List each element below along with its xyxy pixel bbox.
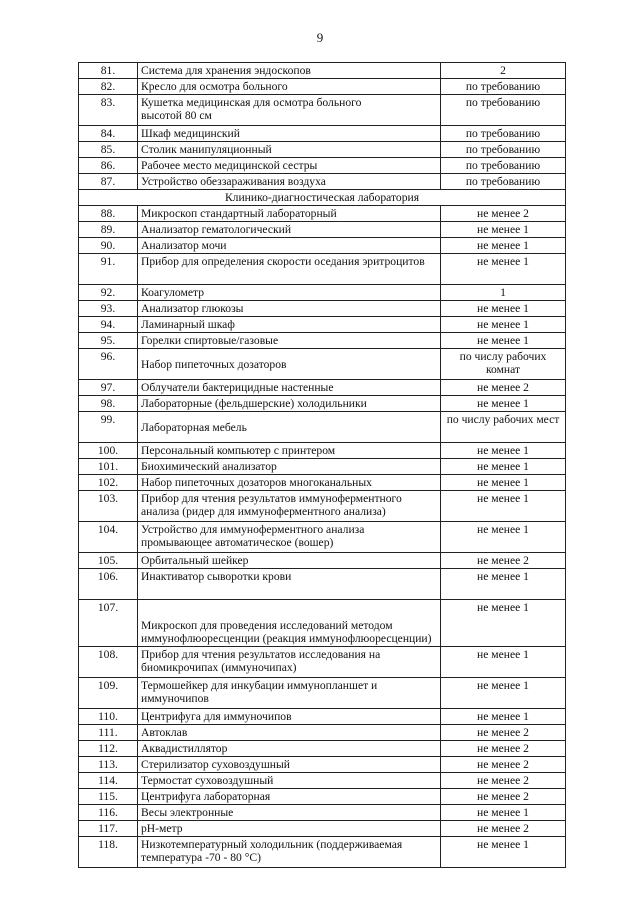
row-quantity: не менее 1: [441, 522, 566, 553]
table-row: [79, 238, 566, 254]
row-number: 113.: [79, 757, 138, 773]
row-name: Автоклав: [138, 725, 441, 741]
table-row: [79, 459, 566, 475]
row-quantity: 1: [441, 285, 566, 301]
row-name: Персональный компьютер с принтером: [138, 443, 441, 459]
row-number: 108.: [79, 647, 138, 678]
table-row: [79, 142, 566, 158]
row-name: Орбитальный шейкер: [138, 553, 441, 569]
table-row: [79, 222, 566, 238]
row-quantity: по требованию: [441, 174, 566, 190]
row-number: 92.: [79, 285, 138, 301]
row-quantity: не менее 2: [441, 773, 566, 789]
table-row: [79, 206, 566, 222]
table-row: [79, 741, 566, 757]
row-quantity: не менее 1: [441, 805, 566, 821]
row-name: Стерилизатор суховоздушный: [138, 757, 441, 773]
row-number: 107.: [79, 600, 138, 647]
row-number: 88.: [79, 206, 138, 222]
row-quantity: не менее 1: [441, 709, 566, 725]
row-quantity: не менее 1: [441, 837, 566, 868]
row-number: 112.: [79, 741, 138, 757]
row-number: 101.: [79, 459, 138, 475]
row-name: Термошейкер для инкубации иммунопланшет и иммуночипов: [138, 678, 441, 709]
table-row: [79, 600, 566, 647]
row-quantity: не менее 1: [441, 475, 566, 491]
table-row: [79, 412, 566, 443]
row-name: Устройство для иммуноферментного анализа промывающее автоматическое (вошер): [138, 522, 441, 553]
table-row: [79, 349, 566, 380]
page-number: 9: [316, 30, 324, 45]
row-number: 94.: [79, 317, 138, 333]
table-row: [79, 647, 566, 678]
row-quantity: не менее 1: [441, 222, 566, 238]
row-number: 91.: [79, 254, 138, 285]
row-quantity: не менее 1: [441, 301, 566, 317]
row-quantity: не менее 1: [441, 254, 566, 285]
row-name: pH-метр: [138, 821, 441, 837]
row-name: Прибор для определения скорости оседания эритроцитов: [138, 254, 441, 285]
row-name: Устройство обеззараживания воздуха: [138, 174, 441, 190]
table-row: [79, 821, 566, 837]
row-number: 110.: [79, 709, 138, 725]
row-number: 96.: [79, 349, 138, 380]
row-number: 81.: [79, 63, 138, 79]
row-name: Лабораторная мебель: [138, 412, 441, 443]
table-row: [79, 475, 566, 491]
row-quantity: по требованию: [441, 126, 566, 142]
row-quantity: не менее 2: [441, 821, 566, 837]
table-row: [79, 174, 566, 190]
row-number: 93.: [79, 301, 138, 317]
table-row: [79, 443, 566, 459]
row-name: Рабочее место медицинской сестры: [138, 158, 441, 174]
row-name: Столик манипуляционный: [138, 142, 441, 158]
row-name: Ламинарный шкаф: [138, 317, 441, 333]
row-quantity: не менее 2: [441, 789, 566, 805]
row-name-line: высотой 80 см: [141, 109, 212, 122]
row-name: Прибор для чтения результатов иммуноферментного анализа (ридер для иммуноферментного анализа): [138, 491, 441, 522]
row-quantity: по требованию: [441, 158, 566, 174]
row-name: Центрифуга для иммуночипов: [138, 709, 441, 725]
row-number: 89.: [79, 222, 138, 238]
row-name: Анализатор гематологический: [138, 222, 441, 238]
row-number: 98.: [79, 396, 138, 412]
row-name: Анализатор мочи: [138, 238, 441, 254]
row-quantity: не менее 2: [441, 741, 566, 757]
table-row: [79, 301, 566, 317]
row-number: 90.: [79, 238, 138, 254]
row-number: 87.: [79, 174, 138, 190]
row-name: Термостат суховоздушный: [138, 773, 441, 789]
table-row: [79, 396, 566, 412]
table-row: [79, 553, 566, 569]
row-quantity: не менее 1: [441, 678, 566, 709]
row-quantity: не менее 1: [441, 396, 566, 412]
row-number: 84.: [79, 126, 138, 142]
equipment-table: [78, 62, 566, 868]
row-number: 103.: [79, 491, 138, 522]
row-quantity: не менее 2: [441, 553, 566, 569]
row-number: 118.: [79, 837, 138, 868]
row-quantity: по требованию: [441, 95, 566, 126]
row-name: Центрифуга лабораторная: [138, 789, 441, 805]
row-name: Анализатор глюкозы: [138, 301, 441, 317]
row-name: Коагулометр: [138, 285, 441, 301]
table-row: [79, 678, 566, 709]
row-name: Шкаф медицинский: [138, 126, 441, 142]
row-number: 117.: [79, 821, 138, 837]
section-title: Клинико-диагностическая лаборатория: [79, 190, 566, 206]
row-number: 105.: [79, 553, 138, 569]
row-number: 85.: [79, 142, 138, 158]
row-name: Инактиватор сыворотки крови: [138, 569, 441, 600]
row-quantity: по требованию: [441, 79, 566, 95]
table-row: [79, 757, 566, 773]
row-quantity: не менее 1: [441, 238, 566, 254]
table-row: [79, 63, 566, 79]
row-quantity: по числу рабочих мест: [441, 412, 566, 443]
row-number: 100.: [79, 443, 138, 459]
table-row: [79, 709, 566, 725]
row-name: Аквадистиллятор: [138, 741, 441, 757]
row-number: 86.: [79, 158, 138, 174]
row-quantity: не менее 1: [441, 459, 566, 475]
row-quantity: не менее 2: [441, 380, 566, 396]
row-quantity: не менее 2: [441, 725, 566, 741]
row-name: Кресло для осмотра больного: [138, 79, 441, 95]
row-quantity: не менее 2: [441, 206, 566, 222]
table-row: [79, 569, 566, 600]
row-quantity: не менее 1: [441, 647, 566, 678]
row-quantity: по требованию: [441, 142, 566, 158]
table-row: [79, 491, 566, 522]
row-quantity: не менее 1: [441, 317, 566, 333]
row-number: 106.: [79, 569, 138, 600]
row-number: 97.: [79, 380, 138, 396]
row-number: 115.: [79, 789, 138, 805]
row-number: 114.: [79, 773, 138, 789]
row-name: Горелки спиртовые/газовые: [138, 333, 441, 349]
table-row: [79, 773, 566, 789]
table-row: [79, 254, 566, 285]
row-quantity: не менее 1: [441, 569, 566, 600]
row-number: 82.: [79, 79, 138, 95]
row-number: 109.: [79, 678, 138, 709]
row-quantity: 2: [441, 63, 566, 79]
row-name-line: Кушетка медицинская для осмотра больного: [141, 96, 362, 109]
row-quantity: не менее 1: [441, 333, 566, 349]
row-name: Биохимический анализатор: [138, 459, 441, 475]
row-name: Набор пипеточных дозаторов многоканальных: [138, 475, 441, 491]
row-name: Низкотемпературный холодильник (поддерживаемая температура -70 - 80 °С): [138, 837, 441, 868]
row-quantity: не менее 1: [441, 443, 566, 459]
row-name: Весы электронные: [138, 805, 441, 821]
row-name: Облучатели бактерицидные настенные: [138, 380, 441, 396]
row-quantity: не менее 1: [441, 600, 566, 647]
row-name: Прибор для чтения результатов исследования на биомикрочипах (иммуночипах): [138, 647, 441, 678]
table-row: [79, 837, 566, 868]
row-number: 111.: [79, 725, 138, 741]
table-row: [79, 79, 566, 95]
row-name: Лабораторные (фельдшерские) холодильники: [138, 396, 441, 412]
table-row: [79, 380, 566, 396]
table-row: [79, 522, 566, 553]
row-number: 116.: [79, 805, 138, 821]
table-row: [79, 317, 566, 333]
table-row: [79, 285, 566, 301]
row-number: 83.: [79, 95, 138, 126]
row-name: [138, 95, 441, 126]
row-number: 99.: [79, 412, 138, 443]
row-name: Микроскоп стандартный лабораторный: [138, 206, 441, 222]
row-name: Набор пипеточных дозаторов: [138, 349, 441, 380]
row-quantity: не менее 1: [441, 491, 566, 522]
row-name: Система для хранения эндоскопов: [138, 63, 441, 79]
row-quantity: не менее 2: [441, 757, 566, 773]
row-name: Микроскоп для проведения исследований методом иммунофлюоресценции (реакция иммунофлюоресценции): [138, 600, 441, 647]
table-row: [79, 95, 566, 126]
table-row: [79, 333, 566, 349]
table-row: [79, 126, 566, 142]
table-row: [79, 158, 566, 174]
table-row: [79, 805, 566, 821]
row-number: 102.: [79, 475, 138, 491]
row-number: 104.: [79, 522, 138, 553]
row-number: 95.: [79, 333, 138, 349]
row-quantity: по числу рабочих комнат: [441, 349, 566, 380]
table-row: [79, 725, 566, 741]
table-row: [79, 789, 566, 805]
section-header-row: [79, 190, 566, 206]
